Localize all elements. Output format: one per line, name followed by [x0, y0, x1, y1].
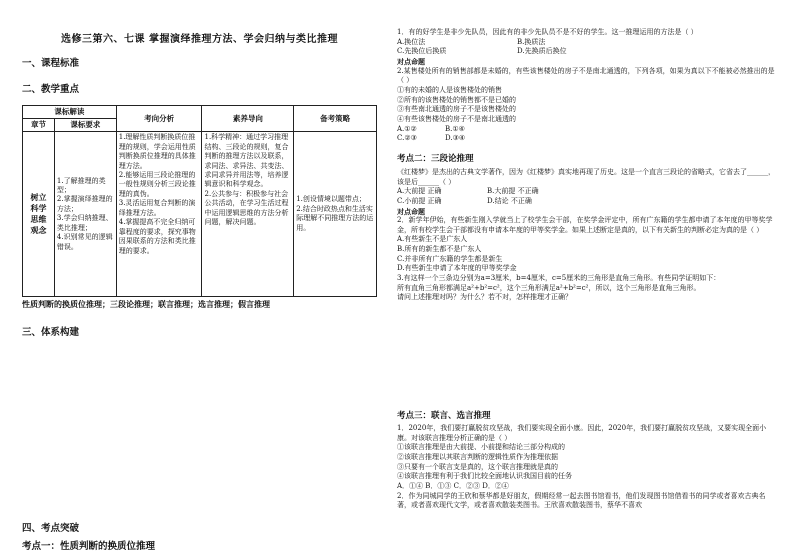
section-key-breakthrough: 四、考点突破 — [22, 523, 80, 534]
key-point-1-title: 考点一：性质判断的换质位推理 — [22, 541, 156, 552]
q3-option-b: B.大前提 不正确 — [487, 187, 539, 196]
header-zhangjie: 章节 — [23, 119, 55, 132]
key-point-3-title: 考点三：联言、选言推理 — [397, 411, 491, 421]
q6-statement-4: ④该联言推理有利于我们比较全面地认识我国目前的任务 — [397, 472, 572, 481]
question-2-options-2 — [397, 134, 779, 144]
q1-target-label: 对点命题 — [397, 56, 425, 66]
header-beikao: 备考策略 — [294, 106, 377, 132]
q1-option-c: C.先换位后换质 — [397, 47, 447, 56]
direction-analysis-cell: 1.理解性质判断换质位推理的规则，学会运用性质判断换质位推理的具体推理方法。 2.能够运用三段论推理的一般性规则分析三段论推理的真伪。 3.灵活运用复合判断的演绎推理方法。 4.掌握提高不完全归纳可靠程度的要求，探究事物因果联系的方法和类比推理的要求。 — [116, 132, 202, 297]
q6-options: A．①④ B．①③ C．②③ D．②④ — [397, 481, 509, 490]
q2-statement-4: ④有些该售楼处的房子不是南北通透的 — [397, 114, 516, 123]
q2-option-a: A.①② — [397, 124, 417, 133]
q3-target-label: 对点命题 — [397, 206, 425, 216]
literacy-orientation-cell: 1.科学精神：通过学习推理结构、三段论的规则，复合判断的推理方法以及联系，求同法、求异法、共变法、求同求异并用法等，培养逻辑意识和科学观念。 2.公共参与：积极参与社会公共活动，在学习生活过程中运用逻辑思维的方法分析问题，解决问题。 — [202, 132, 294, 297]
question-1-options-cd — [397, 47, 779, 57]
question-7-stem: 2．作为同城同学的王欣和蔡华都是好朋友，假期经常一起去图书馆看书，他们发现图书馆借看书的同学或者喜欢古典名著，或者喜欢现代文学，或者喜欢散装类图书。王欣喜欢散装图书，蔡华不喜欢 — [397, 491, 766, 510]
key-point-3-content — [397, 424, 779, 511]
header-jiedu: 课标解读 — [23, 106, 117, 119]
question-5-line-1: 3.有这样一个三条边分别为a=3厘米，b=4厘米，c=5厘米的三角形是直角三角形。有些同学证明如下： — [397, 274, 721, 283]
q6-statement-3: ③只要有一个联言支是真的，这个联言推理就是真的 — [397, 462, 558, 471]
requirements-cell: 1.了解推理的类型； 2.掌握演绎推理的方法； 3.学会归纳推理、类比推理； 4.识别常见的逻辑错误。 — [54, 132, 116, 297]
question-3-stem: 《红楼梦》是杰出的古典文学著作，因为《红楼梦》真实地再现了历史。这是一个直言三段论的省略式，它省去了______，该是后______（ ） — [397, 167, 775, 186]
left-column — [22, 30, 377, 552]
q2-option-b: B.①④ — [445, 124, 465, 133]
exam-strategy-cell: 1.创设情境以题带点； 2.结合时政热点和生活实际理解不同推理方法的运用。 — [294, 132, 377, 297]
section-system-construction: 三、体系构建 — [22, 327, 80, 339]
chapter-cell: 树立 科学 思维 观念 — [23, 132, 55, 297]
section-teaching-focus: 二、教学重点 — [22, 84, 80, 95]
q6-statement-1: ①该联言推理是由大前提、小前提和结论三部分构成的 — [397, 443, 565, 452]
question-2-stem: 2.某售楼处所有的销售部都是未婚的，有些该售楼处的房子不是南北通透的，下列各项，如果为真以下不能被必然推出的是（ ） — [397, 66, 775, 85]
curriculum-table — [22, 105, 377, 297]
q4-option-a: A.有些新生不是广东人 — [397, 235, 468, 244]
q3-option-d: D.结论 不正确 — [487, 196, 532, 205]
q2-option-c: C.②③ — [397, 134, 417, 143]
q4-option-c: C.并非所有广东籍的学生都是新生 — [397, 254, 503, 263]
question-1-options-ab — [397, 38, 779, 48]
q1-option-a: A.换位法 — [397, 37, 426, 46]
section-curriculum-standard: 一、课程标准 — [22, 58, 80, 69]
question-3-options-cd — [397, 197, 779, 207]
question-3-options-ab — [397, 187, 779, 197]
q2-statement-1: ①有的未婚的人是该售楼处的销售 — [397, 85, 502, 94]
q4-option-d: D.有些新生申请了本年度的甲等奖学金 — [397, 264, 517, 273]
q4-option-b: B.所有的新生都不是广东人 — [397, 245, 482, 254]
question-6-stem: 1．2020年，我们要打赢脱贫攻坚战，我们要实现全面小康。因此，2020年，我们要打赢脱贫攻坚战，又要实现全面小康。对该联言推理分析正确的是（ ） — [397, 424, 767, 442]
header-kebiao: 课标要求 — [54, 119, 116, 132]
question-1-stem: 1．有的好学生是非少先队员，因此有的非少先队员不是不好的学生。这一推理运用的方法是（ ） — [397, 28, 698, 36]
q2-statement-3: ③有些南北通透的房子不是该售楼处的 — [397, 105, 516, 114]
key-points-summary: 性质判断的换质位推理；三段论推理；联言推理；选言推理；假言推理 — [22, 299, 270, 310]
key-point-2-title: 考点二：三段论推理 — [397, 153, 474, 164]
question-2-options — [397, 125, 779, 135]
q3-option-a: A.大前提 正确 — [397, 187, 442, 196]
header-kaoxiang: 考向分析 — [116, 106, 202, 132]
q1-option-d: D.先换质后换位 — [517, 47, 567, 56]
q6-statement-2: ②该联言推理以其联言判断的逻辑性质作为推理依据 — [397, 452, 558, 461]
question-5-line-3: 请问上述推理对吗？为什么？若不对，怎样推理才正确？ — [397, 293, 572, 302]
q1-option-b: B.换质法 — [517, 37, 546, 46]
question-4-stem: 2．新学年伊始，有些新生刚入学就当上了校学生会干部，在奖学金评定中，所有广东籍的学生都申请了本年度的甲等奖学金，所有校学生会干部都没有申请本年度的甲等奖学金。如果上述断定是真的，以下有关新生的判断必定为真的是（ ） — [397, 216, 773, 234]
q3-option-c: C.小前提 正确 — [397, 196, 442, 205]
document-title: 选修三第六、七课 掌握演绎推理方法、学会归纳与类比推理 — [61, 34, 338, 45]
q2-option-d: D.③④ — [445, 134, 466, 143]
q2-statement-2: ②所有的该售楼处的销售都不是已婚的 — [397, 95, 516, 104]
header-suyang: 素养导向 — [202, 106, 294, 132]
right-column — [397, 28, 779, 510]
question-5-line-2: 所有直角三角形都满足a²+b²=c²，这个三角形满足a²+b²=c²，所以，这个三角形是直角三角形。 — [397, 283, 701, 292]
